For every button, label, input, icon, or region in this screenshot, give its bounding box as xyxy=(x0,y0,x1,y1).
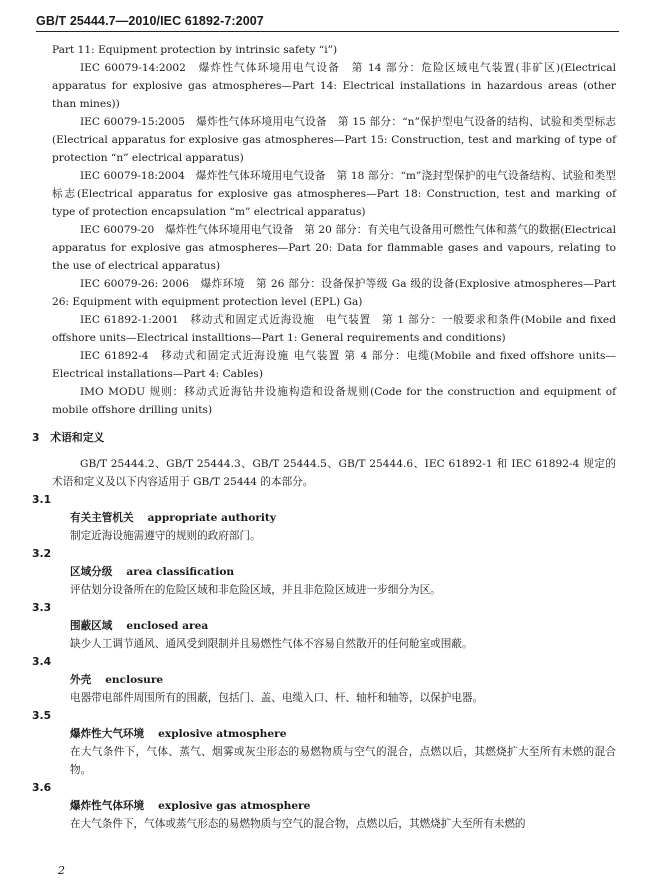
term-title xyxy=(52,671,616,689)
term-en: area classification xyxy=(126,566,235,578)
term-title xyxy=(52,797,616,815)
term-number: 3.6 xyxy=(32,781,52,794)
term-en: explosive atmosphere xyxy=(158,728,287,740)
standard-code-header: GB/T 25444.7—2010/IEC 61892-7:2007 xyxy=(36,14,264,28)
reference-item: IEC 60079-26: 2006 爆炸环境 第 26 部分：设备保护等级 Ga 级的设备(Explosive atmospheres—Part 26: Equipment with equipment protection level (EPL) Ga) xyxy=(52,278,616,308)
term-number: 3.5 xyxy=(32,709,52,722)
reference-item: IEC 60079-18:2004 爆炸性气体环境用电气设备 第 18 部分：“m”浇封型保护的电气设备结构、试验和类型标志(Electrical apparatus for explosive gas atmospheres—Part 18: Construction, test and marking of type of protection encapsulation “m” electrical apparatus) xyxy=(52,170,616,218)
page-number: 2 xyxy=(58,864,65,877)
term-title xyxy=(52,725,616,743)
term-title xyxy=(52,563,616,581)
term-en: enclosed area xyxy=(126,620,209,632)
reference-item: IEC 61892-4 移动式和固定式近海设施 电气装置 第 4 部分：电缆(Mobile and fixed offshore units—Electrical installations—Part 4: Cables) xyxy=(52,350,616,380)
term-zh: 爆炸性气体环境 xyxy=(70,800,145,812)
normative-references-list xyxy=(52,41,616,419)
term-number: 3.4 xyxy=(32,655,52,668)
term-definition: 电器带电部件周围所有的围蔽，包括门、盖、电缆入口、杆、轴杆和轴等，以保护电器。 xyxy=(70,692,484,704)
term-number: 3.1 xyxy=(32,493,52,506)
term-definition: 评估划分设备所在的危险区域和非危险区域，并且非危险区域进一步细分为区。 xyxy=(70,584,441,596)
term-number: 3.3 xyxy=(32,601,52,614)
page-body xyxy=(32,41,616,833)
term-definition: 在大气条件下，气体或蒸气形态的易燃物质与空气的混合物，点燃以后，其燃烧扩大至所有未燃的 xyxy=(70,818,526,830)
reference-item: Part 11: Equipment protection by intrinsic safety “i”) xyxy=(52,44,338,56)
term-en: explosive gas atmosphere xyxy=(158,800,311,812)
term-zh: 爆炸性大气环境 xyxy=(70,728,145,740)
term-zh: 围蔽区域 xyxy=(70,620,113,632)
term-en: enclosure xyxy=(105,674,164,686)
terms-list xyxy=(32,491,616,833)
section-intro: GB/T 25444.2、GB/T 25444.3、GB/T 25444.5、GB/T 25444.6、IEC 61892-1 和 IEC 61892-4 规定的术语和定义及以下内容适用于 GB/T 25444 的本部分。 xyxy=(52,458,616,488)
term-title xyxy=(52,509,616,527)
reference-item: IEC 60079-14:2002 爆炸性气体环境用电气设备 第 14 部分：危险区域电气装置(非矿区)(Electrical apparatus for explosive gas atmospheres—Part 14: Electrical installations in hazardous areas (other than mines)) xyxy=(52,62,616,110)
section-heading: 3 术语和定义 xyxy=(32,431,105,444)
reference-item: IMO MODU 规则：移动式近海钻井设施构造和设备规则(Code for the construction and equipment of mobile offshore drilling units) xyxy=(52,386,616,416)
reference-item: IEC 60079-15:2005 爆炸性气体环境用电气设备 第 15 部分：“n”保护型电气设备的结构、试验和类型标志(Electrical apparatus for explosive gas atmospheres—Part 15: Construction, test and marking of type of protection “n” electrical apparatus) xyxy=(52,116,616,164)
term-definition: 缺少人工调节通风、通风受到限制并且易燃性气体不容易自然散开的任何舱室或围蔽。 xyxy=(70,638,473,650)
reference-item: IEC 60079-20 爆炸性气体环境用电气设备 第 20 部分：有关电气设备用可燃性气体和蒸气的数据(Electrical apparatus for explosive gas atmospheres—Part 20: Data for flammable gases and vapours, relating to the use of electrical apparatus) xyxy=(52,224,616,272)
term-zh: 外壳 xyxy=(70,674,92,686)
term-zh: 有关主管机关 xyxy=(70,512,134,524)
reference-item: IEC 61892-1:2001 移动式和固定式近海设施 电气装置 第 1 部分：一般要求和条件(Mobile and fixed offshore units—Electrical installtions—Part 1: General requirements and conditions) xyxy=(52,314,616,344)
term-definition: 制定近海设施需遵守的规则的政府部门。 xyxy=(70,530,261,542)
term-definition: 在大气条件下，气体、蒸气、烟雾或灰尘形态的易燃物质与空气的混合，点燃以后，其燃烧扩大至所有未燃的混合物。 xyxy=(70,746,616,776)
term-en: appropriate authority xyxy=(147,512,276,524)
term-zh: 区域分级 xyxy=(70,566,113,578)
header-rule xyxy=(36,31,619,32)
term-title xyxy=(52,617,616,635)
term-number: 3.2 xyxy=(32,547,52,560)
